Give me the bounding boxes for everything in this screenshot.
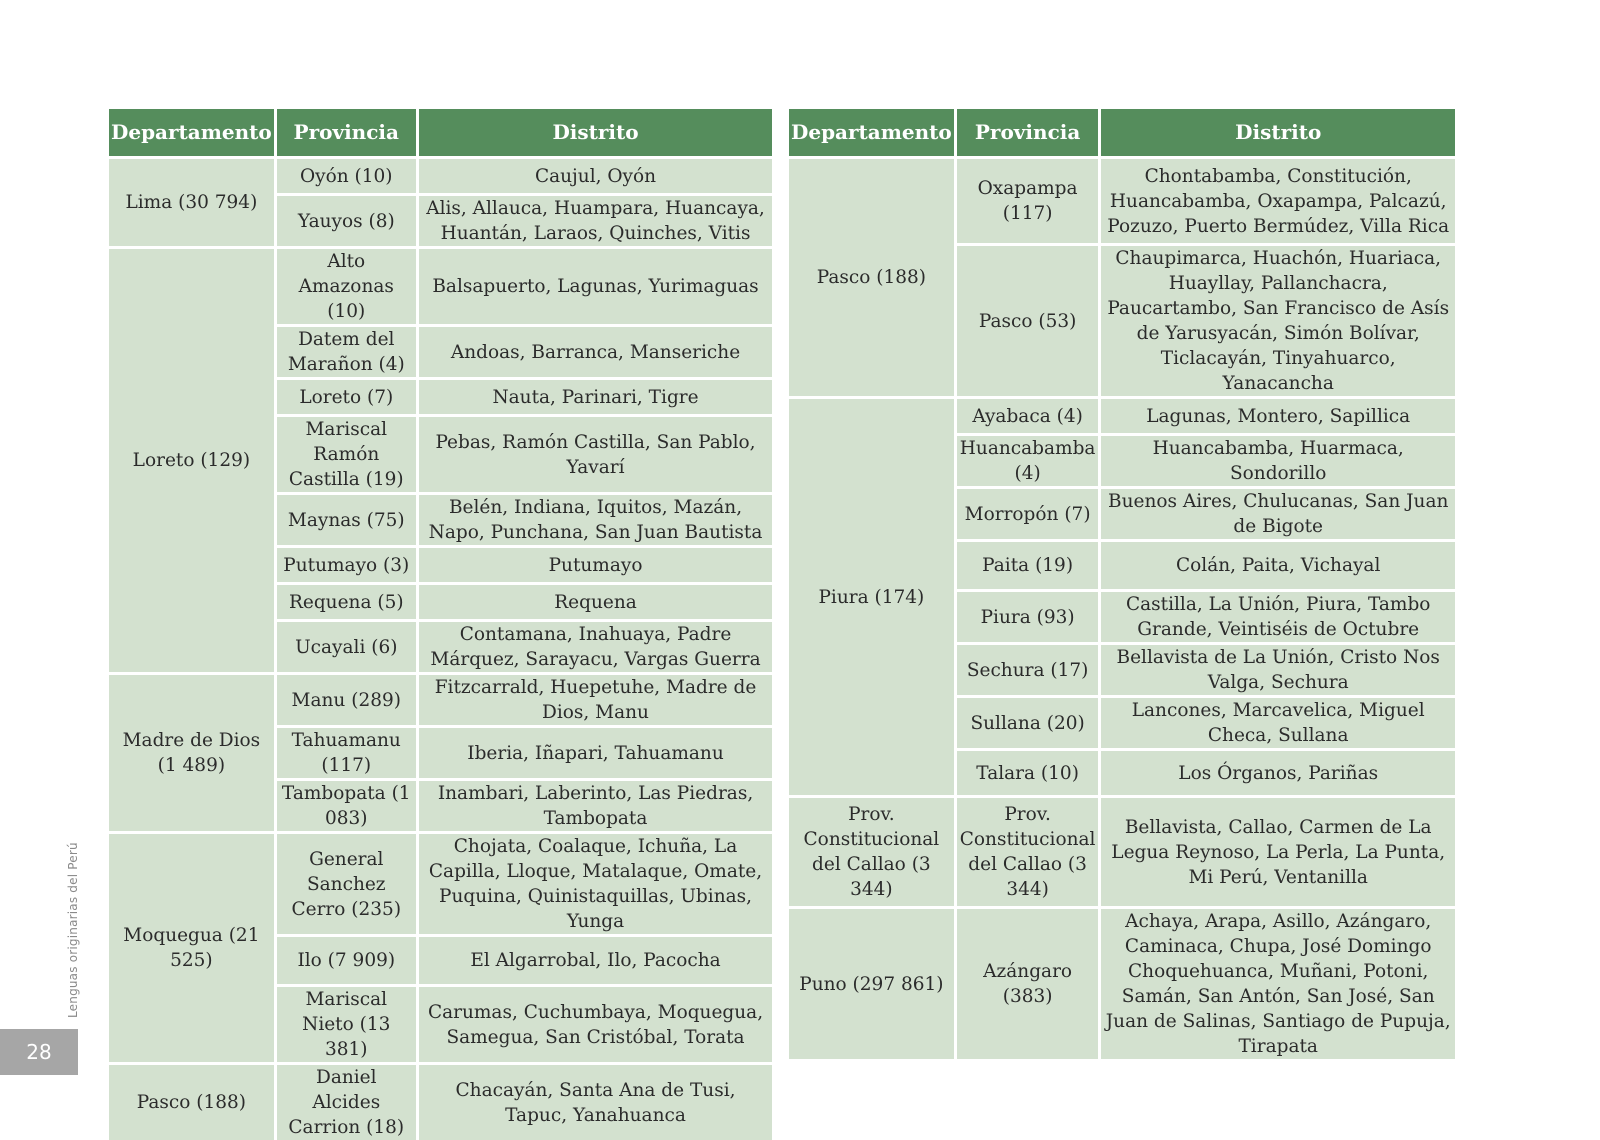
provincia-cell: Putumayo (3) [275, 547, 417, 584]
distrito-cell: Chacayán, Santa Ana de Tusi, Tapuc, Yanahuanca [417, 1064, 772, 1140]
provincia-cell: Ayabaca (4) [955, 398, 1100, 435]
departamento-cell: Lima (30 794) [109, 158, 275, 248]
distrito-cell: Los Órganos, Pariñas [1100, 750, 1455, 797]
distrito-cell: Carumas, Cuchumbaya, Moquegua, Samegua, San Cristóbal, Torata [417, 986, 772, 1064]
table-row [109, 833, 772, 936]
header-distrito: Distrito [1100, 109, 1455, 158]
provincia-cell: Maynas (75) [275, 494, 417, 547]
distrito-cell: Contamana, Inahuaya, Padre Márquez, Sarayacu, Vargas Guerra [417, 621, 772, 674]
distrito-cell: El Algarrobal, Ilo, Pacocha [417, 936, 772, 986]
provincia-cell: Pasco (53) [955, 245, 1100, 398]
provincia-cell: Paita (19) [955, 541, 1100, 591]
provincia-cell: Daniel Alcides Carrion (18) [275, 1064, 417, 1140]
distrito-cell: Pebas, Ramón Castilla, San Pablo, Yavarí [417, 416, 772, 494]
table-row [109, 1064, 772, 1140]
distrito-cell: Lancones, Marcavelica, Miguel Checa, Sullana [1100, 697, 1455, 750]
provincia-cell: Loreto (7) [275, 379, 417, 416]
distrito-cell: Nauta, Parinari, Tigre [417, 379, 772, 416]
provincia-cell: Oyón (10) [275, 158, 417, 195]
distrito-cell: Chontabamba, Constitución, Huancabamba, Oxapampa, Palcazú, Pozuzo, Puerto Bermúdez, Villa Rica [1100, 158, 1455, 245]
provincia-cell: Tahuamanu (117) [275, 727, 417, 780]
header-distrito: Distrito [417, 109, 772, 158]
provincia-cell: Talara (10) [955, 750, 1100, 797]
distrito-cell: Castilla, La Unión, Piura, Tambo Grande, Veintiséis de Octubre [1100, 591, 1455, 644]
table-row [789, 908, 1455, 1060]
departamento-cell: Madre de Dios (1 489) [109, 674, 275, 833]
provincia-cell: Alto Amazonas (10) [275, 248, 417, 326]
distrito-cell: Buenos Aires, Chulucanas, San Juan de Bigote [1100, 488, 1455, 541]
table-row [789, 158, 1455, 245]
table-row [789, 398, 1455, 435]
provincia-cell: Yauyos (8) [275, 195, 417, 248]
distrito-cell: Huancabamba, Huarmaca, Sondorillo [1100, 435, 1455, 488]
departamento-cell: Prov. Constitucional del Callao (3 344) [789, 797, 955, 908]
provincia-cell: Oxapampa (117) [955, 158, 1100, 245]
provincia-cell: General Sanchez Cerro (235) [275, 833, 417, 936]
provincia-cell: Datem del Marañon (4) [275, 326, 417, 379]
provincia-cell: Tambopata (1 083) [275, 780, 417, 833]
page-number: 28 [0, 1029, 78, 1075]
provincia-cell: Prov. Constitucional del Callao (3 344) [955, 797, 1100, 908]
distrito-cell: Iberia, Iñapari, Tahuamanu [417, 727, 772, 780]
provincia-cell: Azángaro (383) [955, 908, 1100, 1060]
table-row [109, 158, 772, 195]
distrito-cell: Putumayo [417, 547, 772, 584]
header-provincia: Provincia [275, 109, 417, 158]
distrito-cell: Alis, Allauca, Huampara, Huancaya, Huantán, Laraos, Quinches, Vitis [417, 195, 772, 248]
distrito-cell: Andoas, Barranca, Manseriche [417, 326, 772, 379]
provincia-cell: Ilo (7 909) [275, 936, 417, 986]
provincia-cell: Requena (5) [275, 584, 417, 621]
provincia-cell: Sechura (17) [955, 644, 1100, 697]
distrito-cell: Chaupimarca, Huachón, Huariaca, Huayllay, Pallanchacra, Paucartambo, San Francisco de Asís de Yarusyacán, Simón Bolívar, Ticlacayán, Tinyahuarco, Yanacancha [1100, 245, 1455, 398]
distrito-cell: Inambari, Laberinto, Las Piedras, Tambopata [417, 780, 772, 833]
departamento-cell: Pasco (188) [109, 1064, 275, 1140]
table-row [789, 797, 1455, 908]
distrito-cell: Fitzcarrald, Huepetuhe, Madre de Dios, Manu [417, 674, 772, 727]
table-row [109, 674, 772, 727]
district-table-left [109, 109, 772, 1140]
provincia-cell: Morropón (7) [955, 488, 1100, 541]
district-table-right [789, 109, 1455, 1059]
header-departamento: Departamento [109, 109, 275, 158]
distrito-cell: Requena [417, 584, 772, 621]
departamento-cell: Loreto (129) [109, 248, 275, 674]
book-title: Lenguas originarias del Perú [66, 842, 80, 1018]
table-row [109, 248, 772, 326]
departamento-cell: Piura (174) [789, 398, 955, 797]
distrito-cell: Achaya, Arapa, Asillo, Azángaro, Caminaca, Chupa, José Domingo Choquehuanca, Muñani, Potoni, Samán, San Antón, San José, San Juan de Salinas, Santiago de Pupuja, Tirapata [1100, 908, 1455, 1060]
distrito-cell: Colán, Paita, Vichayal [1100, 541, 1455, 591]
departamento-cell: Pasco (188) [789, 158, 955, 398]
provincia-cell: Ucayali (6) [275, 621, 417, 674]
provincia-cell: Manu (289) [275, 674, 417, 727]
distrito-cell: Bellavista, Callao, Carmen de La Legua Reynoso, La Perla, La Punta, Mi Perú, Ventanilla [1100, 797, 1455, 908]
provincia-cell: Huancabamba (4) [955, 435, 1100, 488]
header-departamento: Departamento [789, 109, 955, 158]
distrito-cell: Chojata, Coalaque, Ichuña, La Capilla, Lloque, Matalaque, Omate, Puquina, Quinistaquillas, Ubinas, Yunga [417, 833, 772, 936]
provincia-cell: Sullana (20) [955, 697, 1100, 750]
provincia-cell: Mariscal Nieto (13 381) [275, 986, 417, 1064]
distrito-cell: Lagunas, Montero, Sapillica [1100, 398, 1455, 435]
distrito-cell: Bellavista de La Unión, Cristo Nos Valga, Sechura [1100, 644, 1455, 697]
distrito-cell: Belén, Indiana, Iquitos, Mazán, Napo, Punchana, San Juan Bautista [417, 494, 772, 547]
provincia-cell: Piura (93) [955, 591, 1100, 644]
distrito-cell: Caujul, Oyón [417, 158, 772, 195]
provincia-cell: Mariscal Ramón Castilla (19) [275, 416, 417, 494]
departamento-cell: Moquegua (21 525) [109, 833, 275, 1064]
distrito-cell: Balsapuerto, Lagunas, Yurimaguas [417, 248, 772, 326]
header-provincia: Provincia [955, 109, 1100, 158]
departamento-cell: Puno (297 861) [789, 908, 955, 1060]
